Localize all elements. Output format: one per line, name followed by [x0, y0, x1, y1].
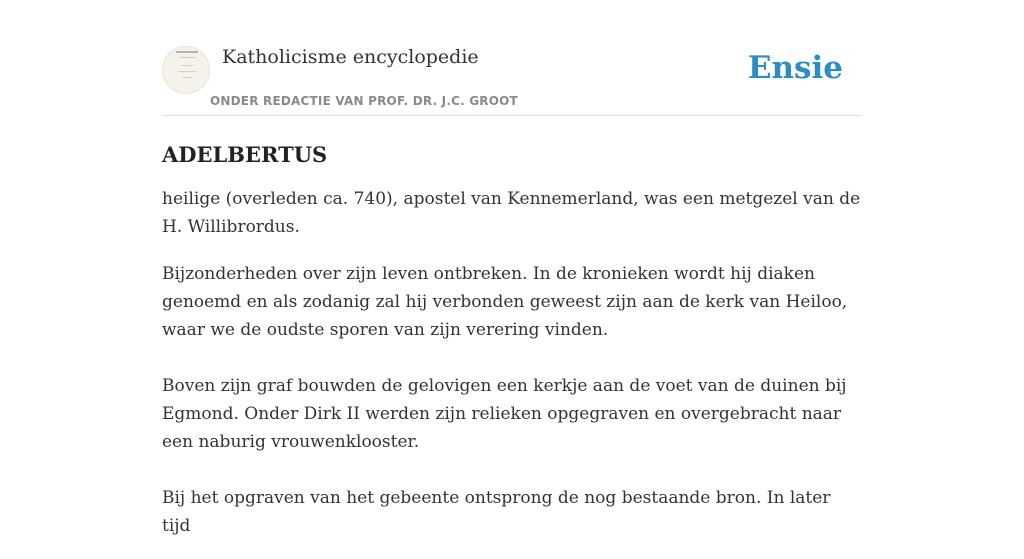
book-title[interactable]: Katholicisme encyclopedie [222, 46, 479, 68]
header-divider [162, 115, 862, 116]
article-paragraph: heilige (overleden ca. 740), apostel van Kennemerland, was een metgezel van de H. Willibrordus. [162, 189, 861, 237]
article-paragraph: Bijzonderheden over zijn leven ontbreken. In de kronieken wordt hij diaken genoemd en als zodanig zal hij verbonden geweest zijn aan de kerk van Heiloo, waar we de oudste sporen van zijn verering vinden. [162, 264, 848, 340]
book-cover-image[interactable] [162, 46, 210, 94]
editor-credit: ONDER REDACTIE VAN PROF. DR. J.C. GROOT [210, 94, 518, 108]
article-body [162, 140, 862, 559]
article-headword: ADELBERTUS [162, 142, 328, 167]
ensie-logo[interactable]: Ensie [747, 50, 843, 86]
article-paragraph: Boven zijn graf bouwden de gelovigen een kerkje aan de voet van de duinen bij Egmond. Onder Dirk II werden zijn relieken opgegraven en overgebracht naar een naburig vrouwenklooster. [162, 376, 847, 452]
article-paragraph: Bij het opgraven van het gebeente ontsprong de nog bestaande bron. In later tijd [162, 488, 831, 536]
